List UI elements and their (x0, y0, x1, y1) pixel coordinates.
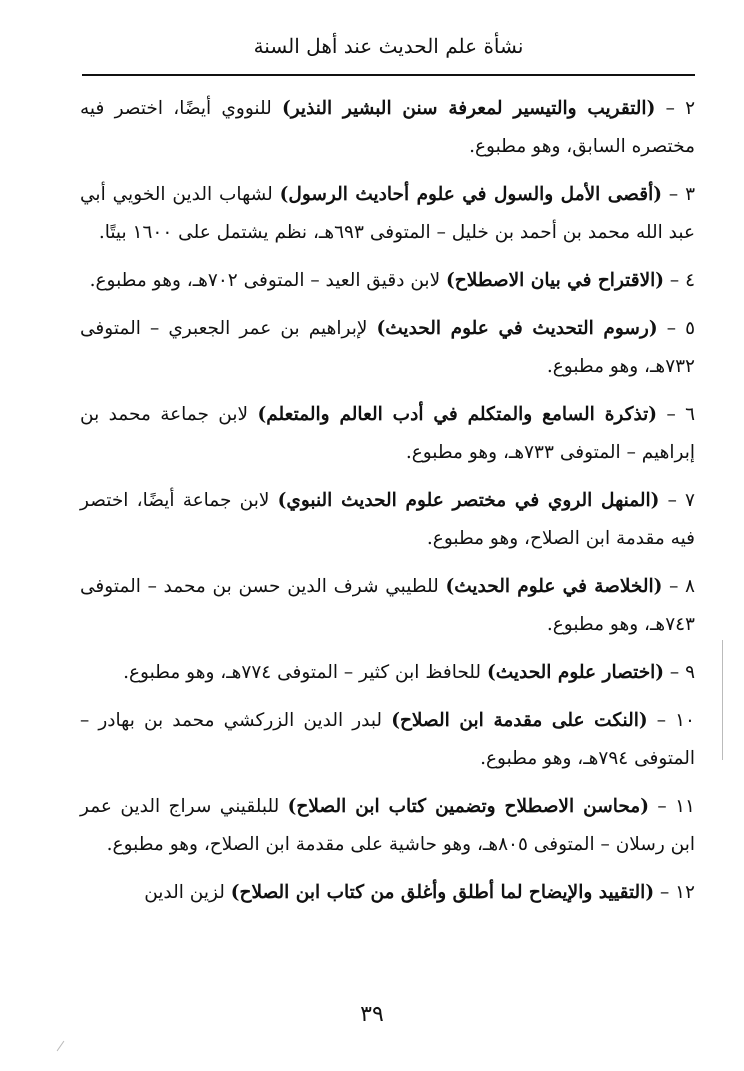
item-description: لابن جماعة أيضًا، اختصر فيه مقدمة ابن الصلاح، وهو مطبوع. (80, 490, 695, 549)
list-item (80, 568, 695, 644)
item-description: لزين الدين (144, 882, 231, 903)
scan-edge-mark (57, 1041, 65, 1051)
list-item (80, 482, 695, 558)
item-description: للنووي أيضًا، اختصر فيه مختصره السابق، وهو مطبوع. (80, 98, 695, 157)
item-number: ٥ – (666, 318, 695, 339)
book-title: (التقريب والتيسير لمعرفة سنن البشير النذير) (281, 98, 656, 119)
item-description: لبدر الدين الزركشي محمد بن بهادر – المتوفى ٧٩٤هـ، وهو مطبوع. (80, 710, 695, 769)
item-number: ٤ – (669, 270, 695, 291)
item-description: للبلقيني سراج الدين عمر ابن رسلان – المتوفى ٨٠٥هـ، وهو حاشية على مقدمة ابن الصلاح، وهو مطبوع. (80, 796, 695, 855)
book-title: (رسوم التحديث في علوم الحديث) (376, 318, 658, 339)
item-number: ٣ – (668, 184, 695, 205)
list-item (80, 90, 695, 166)
item-number: ١١ – (657, 796, 695, 817)
running-header: نشأة علم الحديث عند أهل السنة (253, 34, 524, 58)
item-number: ٨ – (669, 576, 695, 597)
list-item (80, 788, 695, 864)
item-description: للطيبي شرف الدين حسن بن محمد – المتوفى ٧٤٣هـ، وهو مطبوع. (80, 576, 695, 635)
book-title: (الاقتراح في بيان الاصطلاح) (446, 270, 665, 291)
item-number: ١٢ – (659, 882, 695, 903)
list-item (80, 654, 695, 692)
list-item (80, 176, 695, 252)
book-title: (أقصى الأمل والسول في علوم أحاديث الرسول) (279, 184, 662, 205)
list-item (80, 310, 695, 386)
item-description: لإبراهيم بن عمر الجعبري – المتوفى ٧٣٢هـ، وهو مطبوع. (80, 318, 695, 377)
item-number: ٩ – (669, 662, 695, 683)
list-item (80, 396, 695, 472)
scan-edge-mark (722, 640, 723, 760)
list-item (80, 874, 695, 912)
book-title: (الخلاصة في علوم الحديث) (445, 576, 663, 597)
item-description: لابن جماعة محمد بن إبراهيم – المتوفى ٧٣٣هـ، وهو مطبوع. (80, 404, 695, 463)
book-title: (محاسن الاصطلاح وتضمين كتاب ابن الصلاح) (287, 796, 649, 817)
item-number: ٦ – (666, 404, 695, 425)
list-item (80, 262, 695, 300)
book-title: (المنهل الروي في مختصر علوم الحديث النبوي) (277, 490, 660, 511)
book-title: (النكت على مقدمة ابن الصلاح) (391, 710, 648, 731)
item-description: لابن دقيق العيد – المتوفى ٧٠٢هـ، وهو مطبوع. (89, 270, 447, 291)
book-title: (تذكرة السامع والمتكلم في أدب العالم والمتعلم) (257, 404, 658, 425)
book-title: (اختصار علوم الحديث) (486, 662, 665, 683)
item-description: لشهاب الدين الخويي أبي عبد الله محمد بن أحمد بن خليل – المتوفى ٦٩٣هـ، نظم يشتمل على ١٦٠٠ بيتًا. (80, 184, 695, 243)
item-number: ٧ – (667, 490, 695, 511)
list-item (80, 702, 695, 778)
header-rule (82, 74, 695, 76)
book-list (80, 90, 695, 922)
item-description: للحافظ ابن كثير – المتوفى ٧٧٤هـ، وهو مطبوع. (123, 662, 487, 683)
page-number: ٣٩ (360, 1002, 384, 1027)
item-number: ٢ – (665, 98, 696, 119)
item-number: ١٠ – (656, 710, 695, 731)
book-title: (التقييد والإيضاح لما أطلق وأغلق من كتاب ابن الصلاح) (230, 882, 655, 903)
